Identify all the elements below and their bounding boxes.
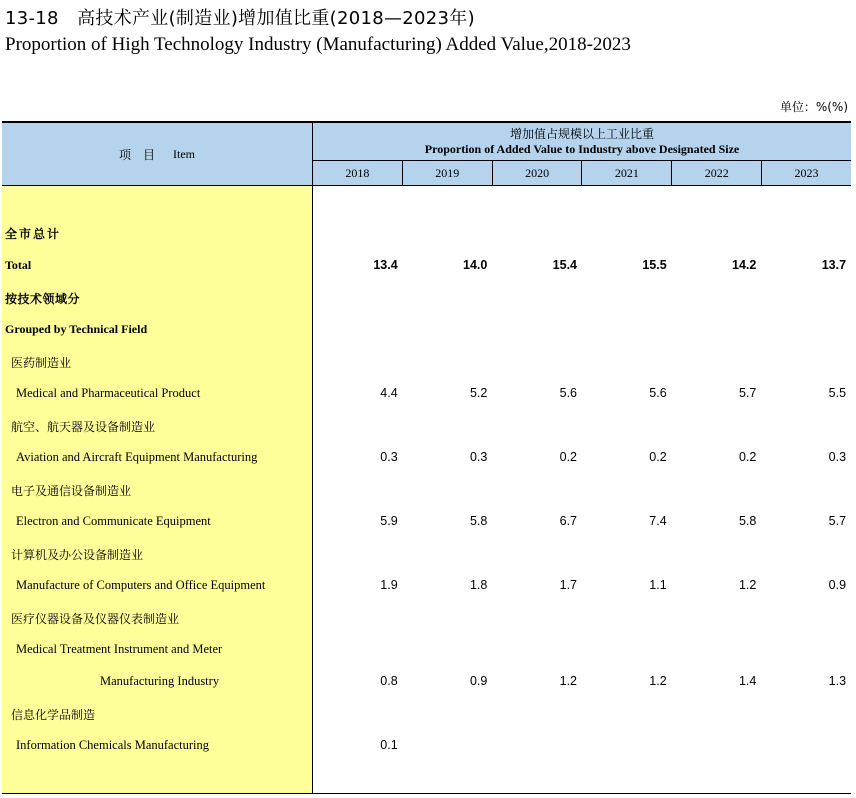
value-cell: 5.7 xyxy=(828,514,847,528)
data-table xyxy=(2,121,851,794)
row-label-group-en: Grouped by Technical Field xyxy=(5,322,148,336)
value-cell: 0.3 xyxy=(380,450,398,464)
row-label-chemicals-en: Information Chemicals Manufacturing xyxy=(16,738,209,752)
table-title-cn: 13-18 高技术产业(制造业)增加值比重(2018—2023年) xyxy=(5,8,475,29)
row-label-computer-cn: 计算机及办公设备制造业 xyxy=(11,548,144,562)
value-cell: 0.3 xyxy=(828,450,847,464)
row-label-electron-cn: 电子及通信设备制造业 xyxy=(11,484,132,498)
value-cell xyxy=(672,738,762,752)
table-row-medical xyxy=(313,386,851,400)
value-cell: 5.8 xyxy=(469,514,488,528)
value-cell: 0.2 xyxy=(649,450,667,464)
value-cell: 5.7 xyxy=(738,386,757,400)
value-cell: 0.9 xyxy=(828,578,847,592)
value-cell: 1.1 xyxy=(649,578,667,592)
value-cell: 1.7 xyxy=(559,578,578,592)
value-header-cn: 增加值占规模以上工业比重 xyxy=(509,127,654,141)
value-cell: 7.4 xyxy=(649,514,667,528)
value-cell: 5.2 xyxy=(469,386,488,400)
row-label-medical-en: Medical and Pharmaceutical Product xyxy=(16,386,201,400)
value-cell: 15.5 xyxy=(642,258,667,272)
value-cell: 0.2 xyxy=(738,450,757,464)
row-label-group-cn: 按技术领域分 xyxy=(5,292,81,306)
value-cell: 14.0 xyxy=(463,258,488,272)
value-cell: 13.4 xyxy=(373,258,398,272)
value-cell xyxy=(403,738,493,752)
row-label-total-cn: 全市总计 xyxy=(5,227,62,241)
row-label-instrument-en-2: Manufacturing Industry xyxy=(100,674,220,688)
row-label-electron-en: Electron and Communicate Equipment xyxy=(16,514,211,528)
item-header-en: Item xyxy=(173,146,195,161)
table-row-instrument xyxy=(313,674,851,688)
value-cell: 1.2 xyxy=(738,578,757,592)
value-cell: 5.6 xyxy=(559,386,578,400)
value-cell: 1.4 xyxy=(738,674,757,688)
row-label-instrument-cn: 医疗仪器设备及仪器仪表制造业 xyxy=(11,612,180,626)
item-header xyxy=(2,123,312,185)
value-cell: 0.2 xyxy=(559,450,578,464)
row-label-aviation-cn: 航空、航天器及设备制造业 xyxy=(11,420,156,434)
value-cell: 15.4 xyxy=(552,258,578,272)
value-cell xyxy=(492,738,582,752)
year-2020: 2020 xyxy=(492,161,582,185)
value-cell: 14.2 xyxy=(732,258,757,272)
value-cell: 4.4 xyxy=(380,386,398,400)
value-cell: 1.3 xyxy=(828,674,847,688)
value-cell: 1.9 xyxy=(380,578,398,592)
value-cell: 5.9 xyxy=(380,514,398,528)
value-cell: 1.2 xyxy=(559,674,578,688)
row-label-aviation-en: Aviation and Aircraft Equipment Manufacturing xyxy=(16,450,258,464)
year-2023: 2023 xyxy=(761,161,851,185)
value-cell: 1.8 xyxy=(469,578,488,592)
value-cell: 0.1 xyxy=(380,738,398,752)
row-label-medical-cn: 医药制造业 xyxy=(11,356,72,370)
table-row-total xyxy=(313,258,851,272)
row-label-instrument-en-1: Medical Treatment Instrument and Meter xyxy=(16,642,223,656)
year-2021: 2021 xyxy=(581,161,671,185)
value-cell: 0.9 xyxy=(469,674,488,688)
value-cell: 1.2 xyxy=(649,674,667,688)
row-label-chemicals-cn: 信息化学品制造 xyxy=(11,708,96,722)
value-cell xyxy=(761,738,851,752)
row-label-computer-en: Manufacture of Computers and Office Equipment xyxy=(16,578,266,592)
value-cell: 0.3 xyxy=(469,450,488,464)
item-header-cn: 项 目 xyxy=(118,147,155,162)
table-title-en: Proportion of High Technology Industry (Manufacturing) Added Value,2018-2023 xyxy=(5,34,631,55)
value-cell: 5.8 xyxy=(738,514,757,528)
value-cell: 13.7 xyxy=(821,258,847,272)
value-cell: 5.5 xyxy=(828,386,847,400)
year-2019: 2019 xyxy=(402,161,492,185)
table-row-electron xyxy=(313,514,851,528)
value-cell: 6.7 xyxy=(559,514,578,528)
value-cell: 5.6 xyxy=(649,386,667,400)
value-header xyxy=(313,123,851,160)
value-header-en: Proportion of Added Value to Industry above Designated Size xyxy=(424,142,740,156)
value-cell: 0.8 xyxy=(380,674,398,688)
year-header-row xyxy=(313,161,851,185)
row-label-total-en: Total xyxy=(5,258,32,272)
table-row-computer xyxy=(313,578,851,592)
unit-label: 单位：%(%) xyxy=(779,100,848,114)
table-row-chemicals xyxy=(313,738,851,752)
year-2018: 2018 xyxy=(345,166,370,180)
value-cell xyxy=(582,738,672,752)
year-2022: 2022 xyxy=(671,161,761,185)
table-row-aviation xyxy=(313,450,851,464)
bottom-rule xyxy=(2,793,851,794)
